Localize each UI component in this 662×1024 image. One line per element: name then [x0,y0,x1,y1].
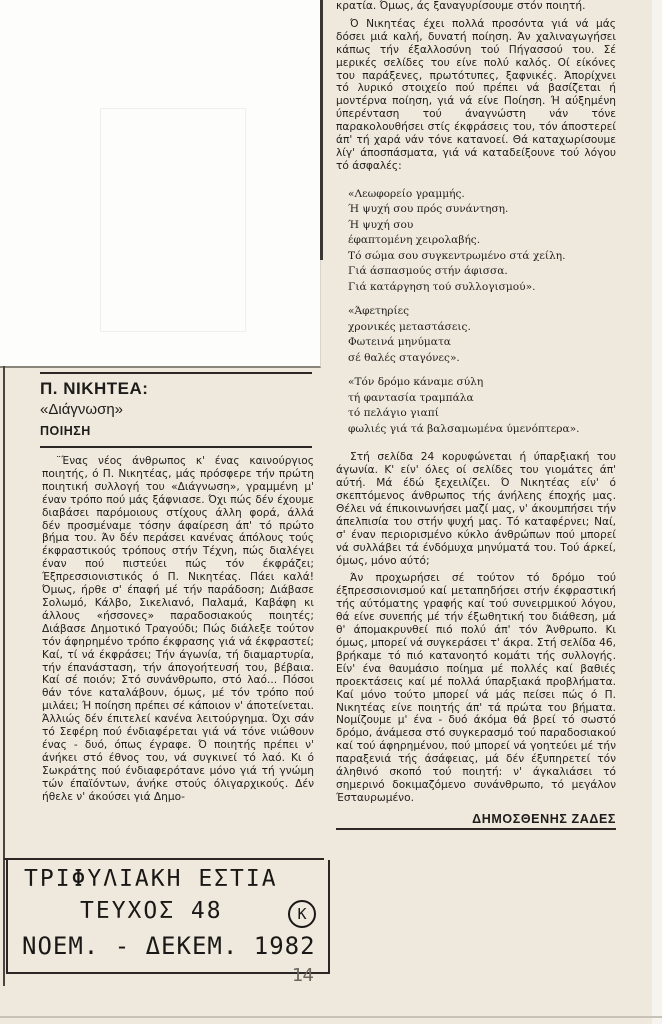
right-paragraph-3: Άν προχωρήσει σέ τούτον τό δρόμο τού έξπρεσσιονισμού καί μεταπηδήσει στήν έκφραστική τής αύτόματης γραφής καί τού συνειρμικού λόγου, θά είνε συνεπής μέ τήν έξωθητική του διάθεση, μά θ' άπομακρυνθεί πιό πολύ άπ' τόν Άνθρωπο. Κι όμως, μπορεί νά συγκεράσει τ' άκρα. Στή σελίδα 46, βρήκαμε τό πιό κατανοητό κομάτι τής συλλογής. Είν' ένα θαυμάσιο ποίημα μέ πολλές καί βαθιές προεκτάσεις καί μέ πολλά ύπαρξιακά προβλήματα. Καί μόνο τούτο μπορεί νά μάς πείσει πώς ό Π. Νικητέας είνε ποιητής άπ' τά πρώτα του βήματα. Νομίζουμε μ' ένα - δυό άκόμα θά βρεί τό σωστό δρόμο, άνάμεσα στό συγκερασμό τού παραδοσιακού καί τού άφηρημένου, πού μπορεί νά γοητεύει μέ τήν παραξενιά τής άσάφειας, μά δέν έξυπηρετεί τόν άληθινό σκοπό τού ποιητή: ν' άγκαλιάσει τό σημερινό δοκιμαζόμενο συνάνθρωπο, τό μεγάλον Έσταυρωμένο. [336,572,616,804]
poem-line: Γιά κατάργηση τού συλλογισμού». [348,280,536,293]
stamp-publication: ΤΡΙΦΥΛΙΑΚΗ ΕΣΤΙΑ [24,866,278,892]
page-number: 14 [292,965,313,986]
poem-stanza [348,375,616,437]
right-paragraph-2: Στή σελίδα 24 κορυφώνεται ή ύπαρξιακή του άγωνία. Κ' είν' όλες οί σελίδες του γιομάτες άπ' αύτή. Μά έδώ ξεχειλίζει. Ό Νικητέας είν' ό σκεπτόμενος άνθρωπος τής άνήλεης έποχής μας. Θέλει νά έπικοινωνήσει μαζί μας, ν' άκουμπήσει τήν άπελπισία του στήν ψυχή μας. Τό καταφέρνει; Ναί, σ' έναν περιορισμένο κύκλο άνθρώπων πού μπορεί νά συλλάβει τά ένδόμυχα μηνύματά του. Τού άρκεί, όμως, μόνο αύτό; [336,451,616,567]
faded-stamp-ghost [100,108,246,332]
poem-line: Ή ψυχή σου πρός συνάντηση. [348,203,509,216]
poem-stanza [348,187,616,296]
poem-line: τή φαντασία τραμπάλα [348,391,474,404]
right-paragraph-1: Ό Νικητέας έχει πολλά προσόντα γιά νά μάς δόσει μιά καλή, δυνατή ποίηση. Άν χαλιναγωγήσει κάπως τήν έξαλλοσύνη τού Πήγασσού του. Σέ μερικές σελίδες του είνε πολύ καλός. Οί είκόνες του παράξενες, πρωτότυπες, ξαφνικές. Άπορίχνει τό λυρικό στοιχείο πού πρέπει νά βασίζεται ή μοντέρνα ποίηση, γιά νά είνε Ποίηση. Ή αύξημένη ύπερένταση τού άναγνώστη νάν τόνε παρακολουθήσει στίς έκφράσεις του, τόν άποστερεί άπ' τή χαρά νάν τόνε κατανοεί. Θά καταχωρίσουμε λίγ' άποσπάσματα, γιά νά καταδείξουνε τού λόγου τό άσφαλές: [336,17,616,172]
column-divider [320,0,323,260]
poem-line: χρονικές μεταστάσεις. [348,320,471,333]
stamp-issue: ΤΕΥΧΟΣ 48 [80,898,223,924]
left-border-rule [3,366,5,986]
poem-line: έφαπτομένη χειρολαβής. [348,234,481,247]
right-paragraph-continuation: κρατία. Όμως, άς ξαναγυρίσουμε στόν ποιητή. [336,0,586,12]
poem-line: «Λεωφορείο γραμμής. [348,187,465,200]
poem-line: σέ θαλές σταγόνες». [348,351,460,364]
poem-line: Ή ψυχή σου [348,218,414,231]
paper-bottom-edge [0,1016,662,1018]
poem-line: τό πελάγιο γιαπί [348,407,439,420]
poem-line: «Άφετηρίες [348,305,410,318]
copyright-k-icon: K [288,900,316,928]
poem-stanza [348,304,616,366]
author-signature: ΔΗΜΟΣΘΕΝΗΣ ΖΑΔΕΣ [336,813,616,830]
headline-top-rule [40,372,312,374]
poem-line: φωλιές γιά τά βαλσαμωμένα ύμενόπτερα». [348,422,580,435]
poem-line: Φωτεινά μηνύματα [348,336,451,349]
headline-genre: ΠΟΙΗΣΗ [40,424,91,438]
left-column-paragraph: ¨Ένας νέος άνθρωπος κ' ένας καινούργιος ποιητής, ό Π. Νικητέας, μάς πρόσφερε τήν πρώτη ποιητική συλλογή του «Διάγνωση», γραμμένη μ' έναν τρόπο πού μάς ξάφνιασε. Όχι πώς δέν έχουμε διαβάσει παρόμοιους στίχους άλλη φορά, άλλά δέν προσμέναμε τόσην άφαίρεση άπ' τό πρώτο βήμα του. Άν δέν περάσει κανένας άπόλους τούς έκφραστικούς τρόπους στήν Τέχνη, πώς διαλέγει έναν πού πιστεύει πώς τόν έκφράζει; Έξπρεσσιονιστικός ό Π. Νικητέας. Πάει καλά! Όμως, ήρθε σ' έπαφή μέ τήν παράδοση; Διάβασε Σολωμό, Κάλβο, Σικελιανό, Παλαμά, Καβάφη κι άλλους «ήσσονες» παραδοσιακούς ποιητές; Διάβασε Δημοτικό Τραγούδι; Πώς διάλεξε τούτον τόν άφηρημένο τρόπο έκφρασης γιά νά έκφραστεί; Καί, τί νά έκφράσει; Τήν άγωνία, τή διαμαρτυρία, τήν έπανάσταση, τήν άπογοήτευσή του, βέβαια. Καί σέ ποιόν; Στό συνάνθρωπο, στό λαό... Πόσοι θάν τόνε καταλάβουν, όμως, μέ τόν τρόπο πού μιλάει; Ή ποίηση πρέπει σέ κάποιον ν' άποτείνεται. Άλλιώς δέν έπιτελεί κανένα λειτούργημα. Όχι σάν τό Σεφέρη πού ένδιαφέρεται γιά νά τόνε νιώθουν ένας - δυό, όπως έγραφε. Ό ποιητής πρέπει ν' άνήκει στό έθνος του, νά συγκινεί τό λαό. Κι ό Σωκράτης πού ένδιαφερότανε μόνο γιά τή γνώμη τών έπαϊόντων, άνήκε στούς όλιγαρχικούς. Δέν ήθελε ν' άκούσει γιά Δημο- [42,455,314,803]
right-column [336,0,616,830]
poem-line: Γιά άσπασμούς στήν άφισσα. [348,265,508,278]
blank-covered-area [0,0,321,368]
poem-line: «Τόν δρόμο κάναμε σύλη [348,376,484,389]
headline-book-title: «Διάγνωση» [40,401,124,418]
paper-edge [652,0,662,1024]
handwritten-source-stamp [6,860,330,974]
left-column [42,455,314,803]
article-headline [40,372,312,448]
poem-line: Τό σώμα σου συγκεντρωμένο στά χείλη. [348,249,566,262]
stamp-date: ΝΟΕΜ. - ΔΕΚΕΜ. 1982 [22,932,316,960]
poem-excerpts [348,187,616,438]
headline-author: Π. ΝΙΚΗΤΕΑ: [40,379,149,398]
